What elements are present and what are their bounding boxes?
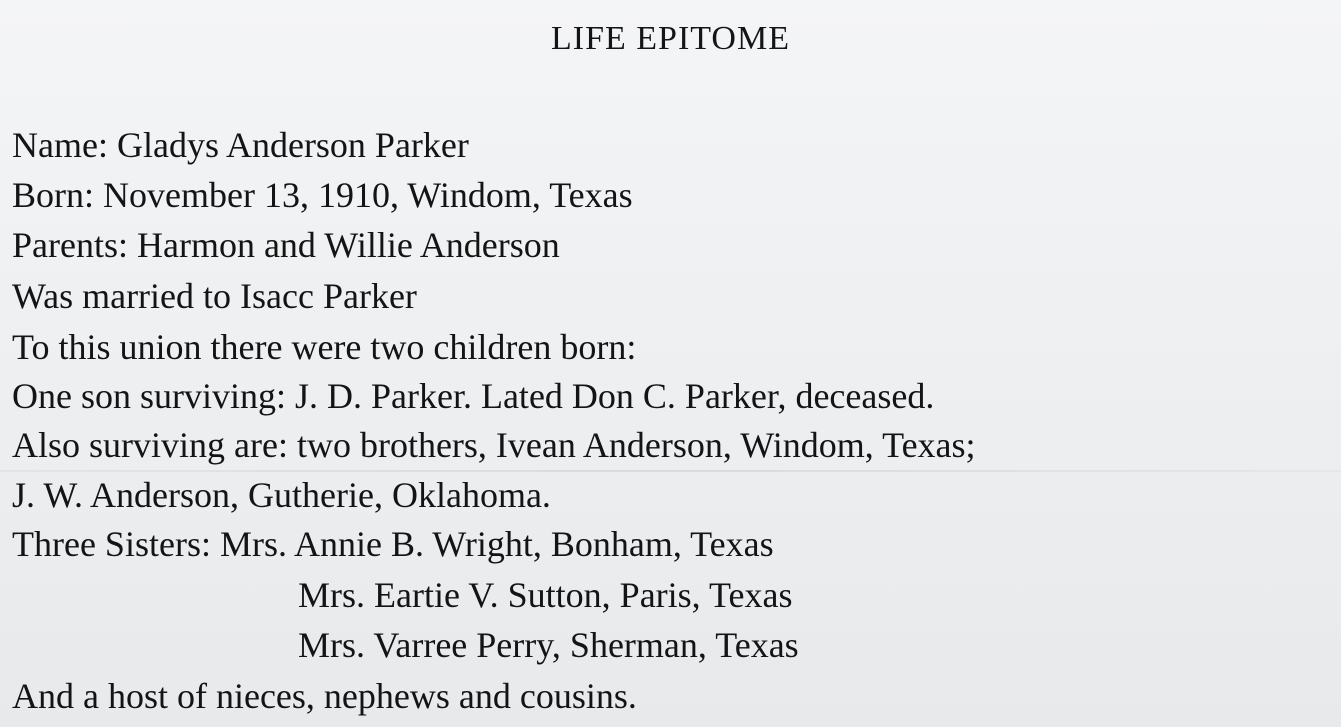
name-line: Name: Gladys Anderson Parker [12, 125, 469, 165]
born-line: Born: November 13, 1910, Windom, Texas [12, 175, 633, 215]
parents-line: Parents: Harmon and Willie Anderson [12, 225, 560, 265]
married-line: Was married to Isacc Parker [12, 276, 417, 316]
document-title: LIFE EPITOME [551, 20, 790, 57]
brother-2-line: J. W. Anderson, Gutherie, Oklahoma. [12, 475, 551, 515]
children-line: To this union there were two children born: [12, 327, 637, 367]
sister-2-line: Mrs. Eartie V. Sutton, Paris, Texas [298, 575, 793, 615]
son-line: One son surviving: J. D. Parker. Lated Don C. Parker, deceased. [12, 376, 935, 416]
sister-3-line: Mrs. Varree Perry, Sherman, Texas [298, 625, 799, 665]
paper-fold [0, 470, 1341, 472]
host-line: And a host of nieces, nephews and cousins. [12, 676, 637, 716]
brothers-line: Also surviving are: two brothers, Ivean Anderson, Windom, Texas; [12, 425, 976, 465]
sisters-line: Three Sisters: Mrs. Annie B. Wright, Bonham, Texas [12, 524, 774, 564]
